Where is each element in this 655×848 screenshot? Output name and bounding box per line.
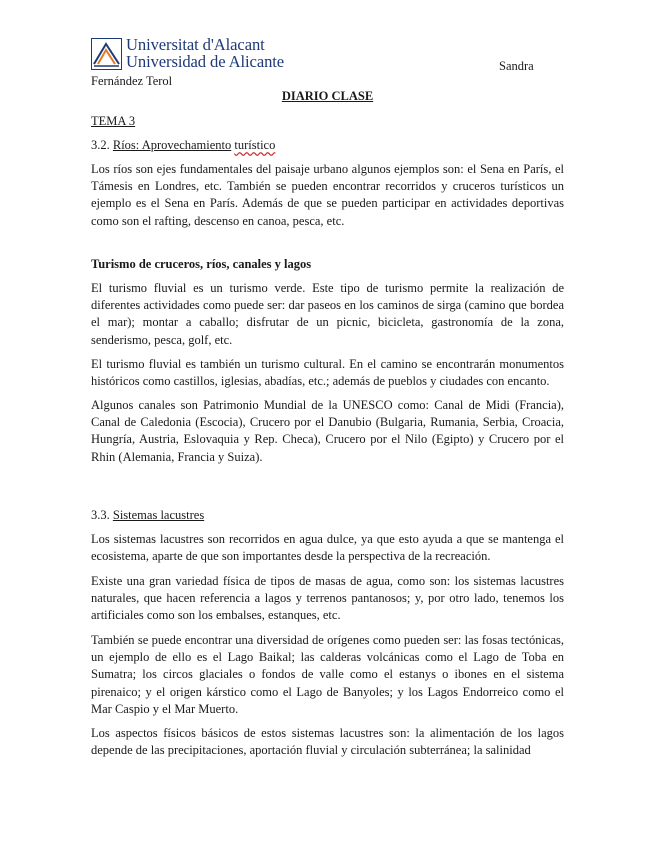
section-title: Sistemas lacustres [112, 508, 205, 522]
document-title: DIARIO CLASE [281, 89, 374, 103]
paragraph-unesco: Algunos canales son Patrimonio Mundial de la UNESCO como: Canal de Midi (Francia), Canal de Caledonia (Escocia), Crucero por el Danubio (Bulgaria, Rumania, Serbia, Croacia, Hungría, Austria, Eslovaquia y Rep. Checa), Crucero por el Nilo (Egipto) y Crucero por el Rhin (Alemania, Francia y Suiza). [91, 398, 564, 464]
paragraph-origenes: También se puede encontrar una diversidad de orígenes como pueden ser: las fosas tectónicas, un ejemplo de ello es el Lago Baikal; las calderas volcánicas como el Lago de Toba en Sumatra; los circos glaciales o fondos de valle como el estanys o ibones en el sistema pirenaico; y el origen kárstico como el Lago de Banyoles; y los Lagos Endorreico como el Mar Caspio y el Mar Muerto. [91, 633, 564, 716]
section-heading-lacustres [91, 508, 204, 523]
paragraph-lacustres-intro: Los sistemas lacustres son recorridos en agua dulce, ya que esto ayuda a que se mantenga el ecosistema, aparte de que son importantes desde la perspectiva de la recreación. [91, 532, 564, 564]
paragraph-rios: Los ríos son ejes fundamentales del paisaje urbano algunos ejemplos son: el Sena en París, el Támesis en Londres, etc. También se pueden encontrar recorridos y cruceros turísticos un ejemplo es el Sena en París. Además de que se pueden participar en actividades deportivas como son el rafting, descenso en canoa, pesca, etc. [91, 162, 564, 228]
paragraph-turismo-verde: El turismo fluvial es un turismo verde. Este tipo de turismo permite la realización de diferentes actividades como puede ser: dar paseos en los caminos de sirga (camino que bordea el mar); montar a caballo; disfrutar de un picnic, bicicleta, gastronomía de la zona, senderismo, pesca, golf, etc. [91, 281, 564, 347]
university-name [126, 36, 284, 70]
logo-line-spanish: Universidad de Alicante [126, 52, 285, 71]
paragraph-aspectos-fisicos: Los aspectos físicos básicos de estos sistemas lacustres son: la alimentación de los lagos depende de las precipitaciones, aportación fluvial y circulación subterránea; la salinidad [91, 726, 564, 758]
section-title-misspelled: turístico [234, 138, 276, 152]
logo-line-valencian: Universitat d'Alacant [126, 35, 265, 54]
section-number: 3.2. [91, 138, 110, 152]
section-number: 3.3. [91, 508, 110, 522]
section-heading-rios [91, 138, 275, 153]
author-first-name: Sandra [499, 59, 534, 73]
paragraph-masas-agua: Existe una gran variedad física de tipos de masas de agua, como son: los sistemas lacustres naturales, que hacen referencia a lagos y terrenos pantanosos; y, por otro lado, tenemos los artificiales como son los embalses, estanques, etc. [91, 574, 564, 623]
topic-heading: TEMA 3 [91, 114, 136, 128]
author-last-name: Fernández Terol [91, 74, 173, 88]
university-logo [91, 35, 285, 72]
section-title: Ríos: Aprovechamiento [112, 138, 232, 152]
subsection-heading: Turismo de cruceros, ríos, canales y lagos [91, 257, 312, 271]
university-emblem-icon [91, 38, 122, 70]
paragraph-turismo-cultural: El turismo fluvial es también un turismo cultural. En el camino se encontrarán monumentos históricos como castillos, iglesias, abadías, etc.; además de pueblos y ciudades con encanto. [91, 357, 564, 389]
